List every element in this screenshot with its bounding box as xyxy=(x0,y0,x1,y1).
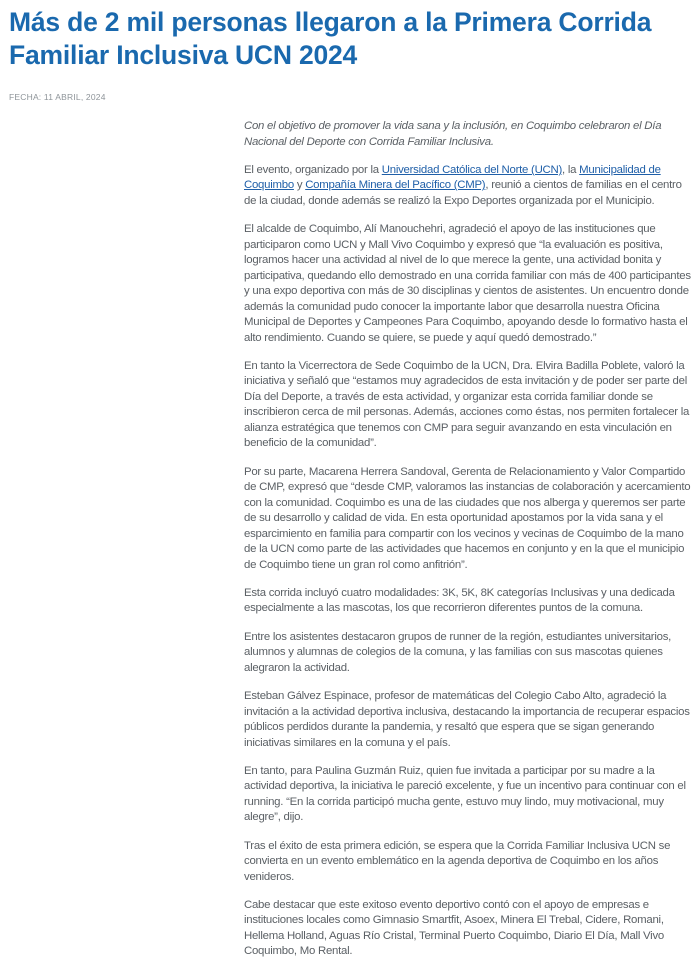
paragraph-3: En tanto la Vicerrectora de Sede Coquimbo de la UCN, Dra. Elvira Badilla Poblete, valoró la iniciativa y señaló que “estamos muy agradecidos de esta invitación y de poder ser parte del Día del Deporte, a través de esta actividad, y organizar esta corrida familiar donde se inscribieron cerca de mil personas. Además, acciones como éstas, nos permiten fortalecer la alianza estratégica que tenemos con CMP para seguir avanzando en esta vinculación en beneficio de la comunidad”. xyxy=(244,359,690,450)
paragraph-1-text-a: El evento, organizado por la xyxy=(244,163,382,176)
paragraph-8: En tanto, para Paulina Guzmán Ruiz, quien fue invitada a participar por su madre a la actividad deportiva, la iniciativa le pareció excelente, y fue un incentivo para continuar con el running. “En la corrida participó mucha gente, estuvo muy lindo, muy motivacional, muy alegre”, dijo. xyxy=(244,764,686,824)
paragraph-2: El alcalde de Coquimbo, Alí Manouchehri, agradeció el apoyo de las instituciones que participaron como UCN y Mall Vivo Coquimbo y expresó que “la evaluación es positiva, logramos hacer una actividad al nivel de lo que merece la gente, una actividad bonita y participativa, quedando ello demostrado en una corrida familiar con más de 400 participantes y una expo deportiva con más de 30 disciplinas y cientos de asistentes. Un encuentro donde además la comunidad pudo conocer la importante labor que desarrolla nuestra Oficina Municipal de Deportes y Campeones Para Coquimbo, apoyando desde lo formativo hasta el alto rendimiento. Cuando se quiere, se puede y aquí quedó demostrado.” xyxy=(244,223,691,344)
paragraph-9: Tras el éxito de esta primera edición, se espera que la Corrida Familiar Inclusiva UCN se convierta en un evento emblemático en la agenda deportiva de Coquimbo en los años venideros. xyxy=(244,839,671,883)
article-body xyxy=(244,119,694,973)
link-cmp[interactable]: Compañía Minera del Pacífico (CMP) xyxy=(305,179,486,192)
paragraph-1-text-d: , reunió a cientos de familias en el centro de la ciudad, donde además se realizó la Expo Deportes organizada por el Municipio. xyxy=(244,179,682,207)
link-ucn[interactable]: Universidad Católica del Norte (UCN) xyxy=(381,163,563,176)
article-title: Más de 2 mil personas llegaron a la Primera Corrida Familiar Inclusiva UCN 2024 xyxy=(9,7,652,70)
paragraph-5: Esta corrida incluyó cuatro modalidades: 3K, 5K, 8K categorías Inclusivas y una dedicada especialmente a las mascotas, los que recorrieron diferentes puntos de la comuna. xyxy=(244,586,675,615)
paragraph-1-text-b: , la xyxy=(562,163,580,176)
paragraph-1 xyxy=(244,163,694,210)
paragraph-6: Entre los asistentes destacaron grupos de runner de la región, estudiantes universitarios, alumnos y alumnas de colegios de la comuna, y las familias con sus mascotas quienes alegraron la actividad. xyxy=(244,630,672,674)
paragraph-10: Cabe destacar que este exitoso evento deportivo contó con el apoyo de empresas e instituciones locales como Gimnasio Smartfit, Asoex, Minera El Trebal, Cidere, Romani, Hellema Holland, Aguas Río Cristal, Terminal Puerto Coquimbo, Diario El Día, Mall Vivo Coquimbo, Mo Rental. xyxy=(244,898,664,958)
paragraph-1-text-c: y xyxy=(293,179,306,192)
article-lead: Con el objetivo de promover la vida sana y la inclusión, en Coquimbo celebraron el Día Nacional del Deporte con Corrida Familiar Inclusiva. xyxy=(244,120,662,148)
article-date: FECHA: 11 ABRIL, 2024 xyxy=(9,92,106,102)
paragraph-7: Esteban Gálvez Espinace, profesor de matemáticas del Colegio Cabo Alto, agradeció la invitación a la actividad deportiva inclusiva, destacando la importancia de recuperar espacios públicos perdidos durante la pandemia, y resaltó que espera que se sigan generando iniciativas similares en la comuna y el país. xyxy=(244,690,690,749)
link-municipalidad-coquimbo[interactable]: Municipalidad de Coquimbo xyxy=(244,163,661,192)
paragraph-4: Por su parte, Macarena Herrera Sandoval, Gerenta de Relacionamiento y Valor Compartido de CMP, expresó que “desde CMP, valoramos las instancias de colaboración y acercamiento con la comunidad. Coquimbo es una de las ciudades que nos alberga y queremos ser parte de su desarrollo y calidad de vida. En esta oportunidad apostamos por la vida sana y el esparcimiento en familia para compartir con los vecinos y vecinas de Coquimbo de la mano de la UCN como parte de las actividades que hacemos en conjunto y en la que el municipio de Coquimbo tiene un gran rol como anfitrión”. xyxy=(244,465,691,571)
